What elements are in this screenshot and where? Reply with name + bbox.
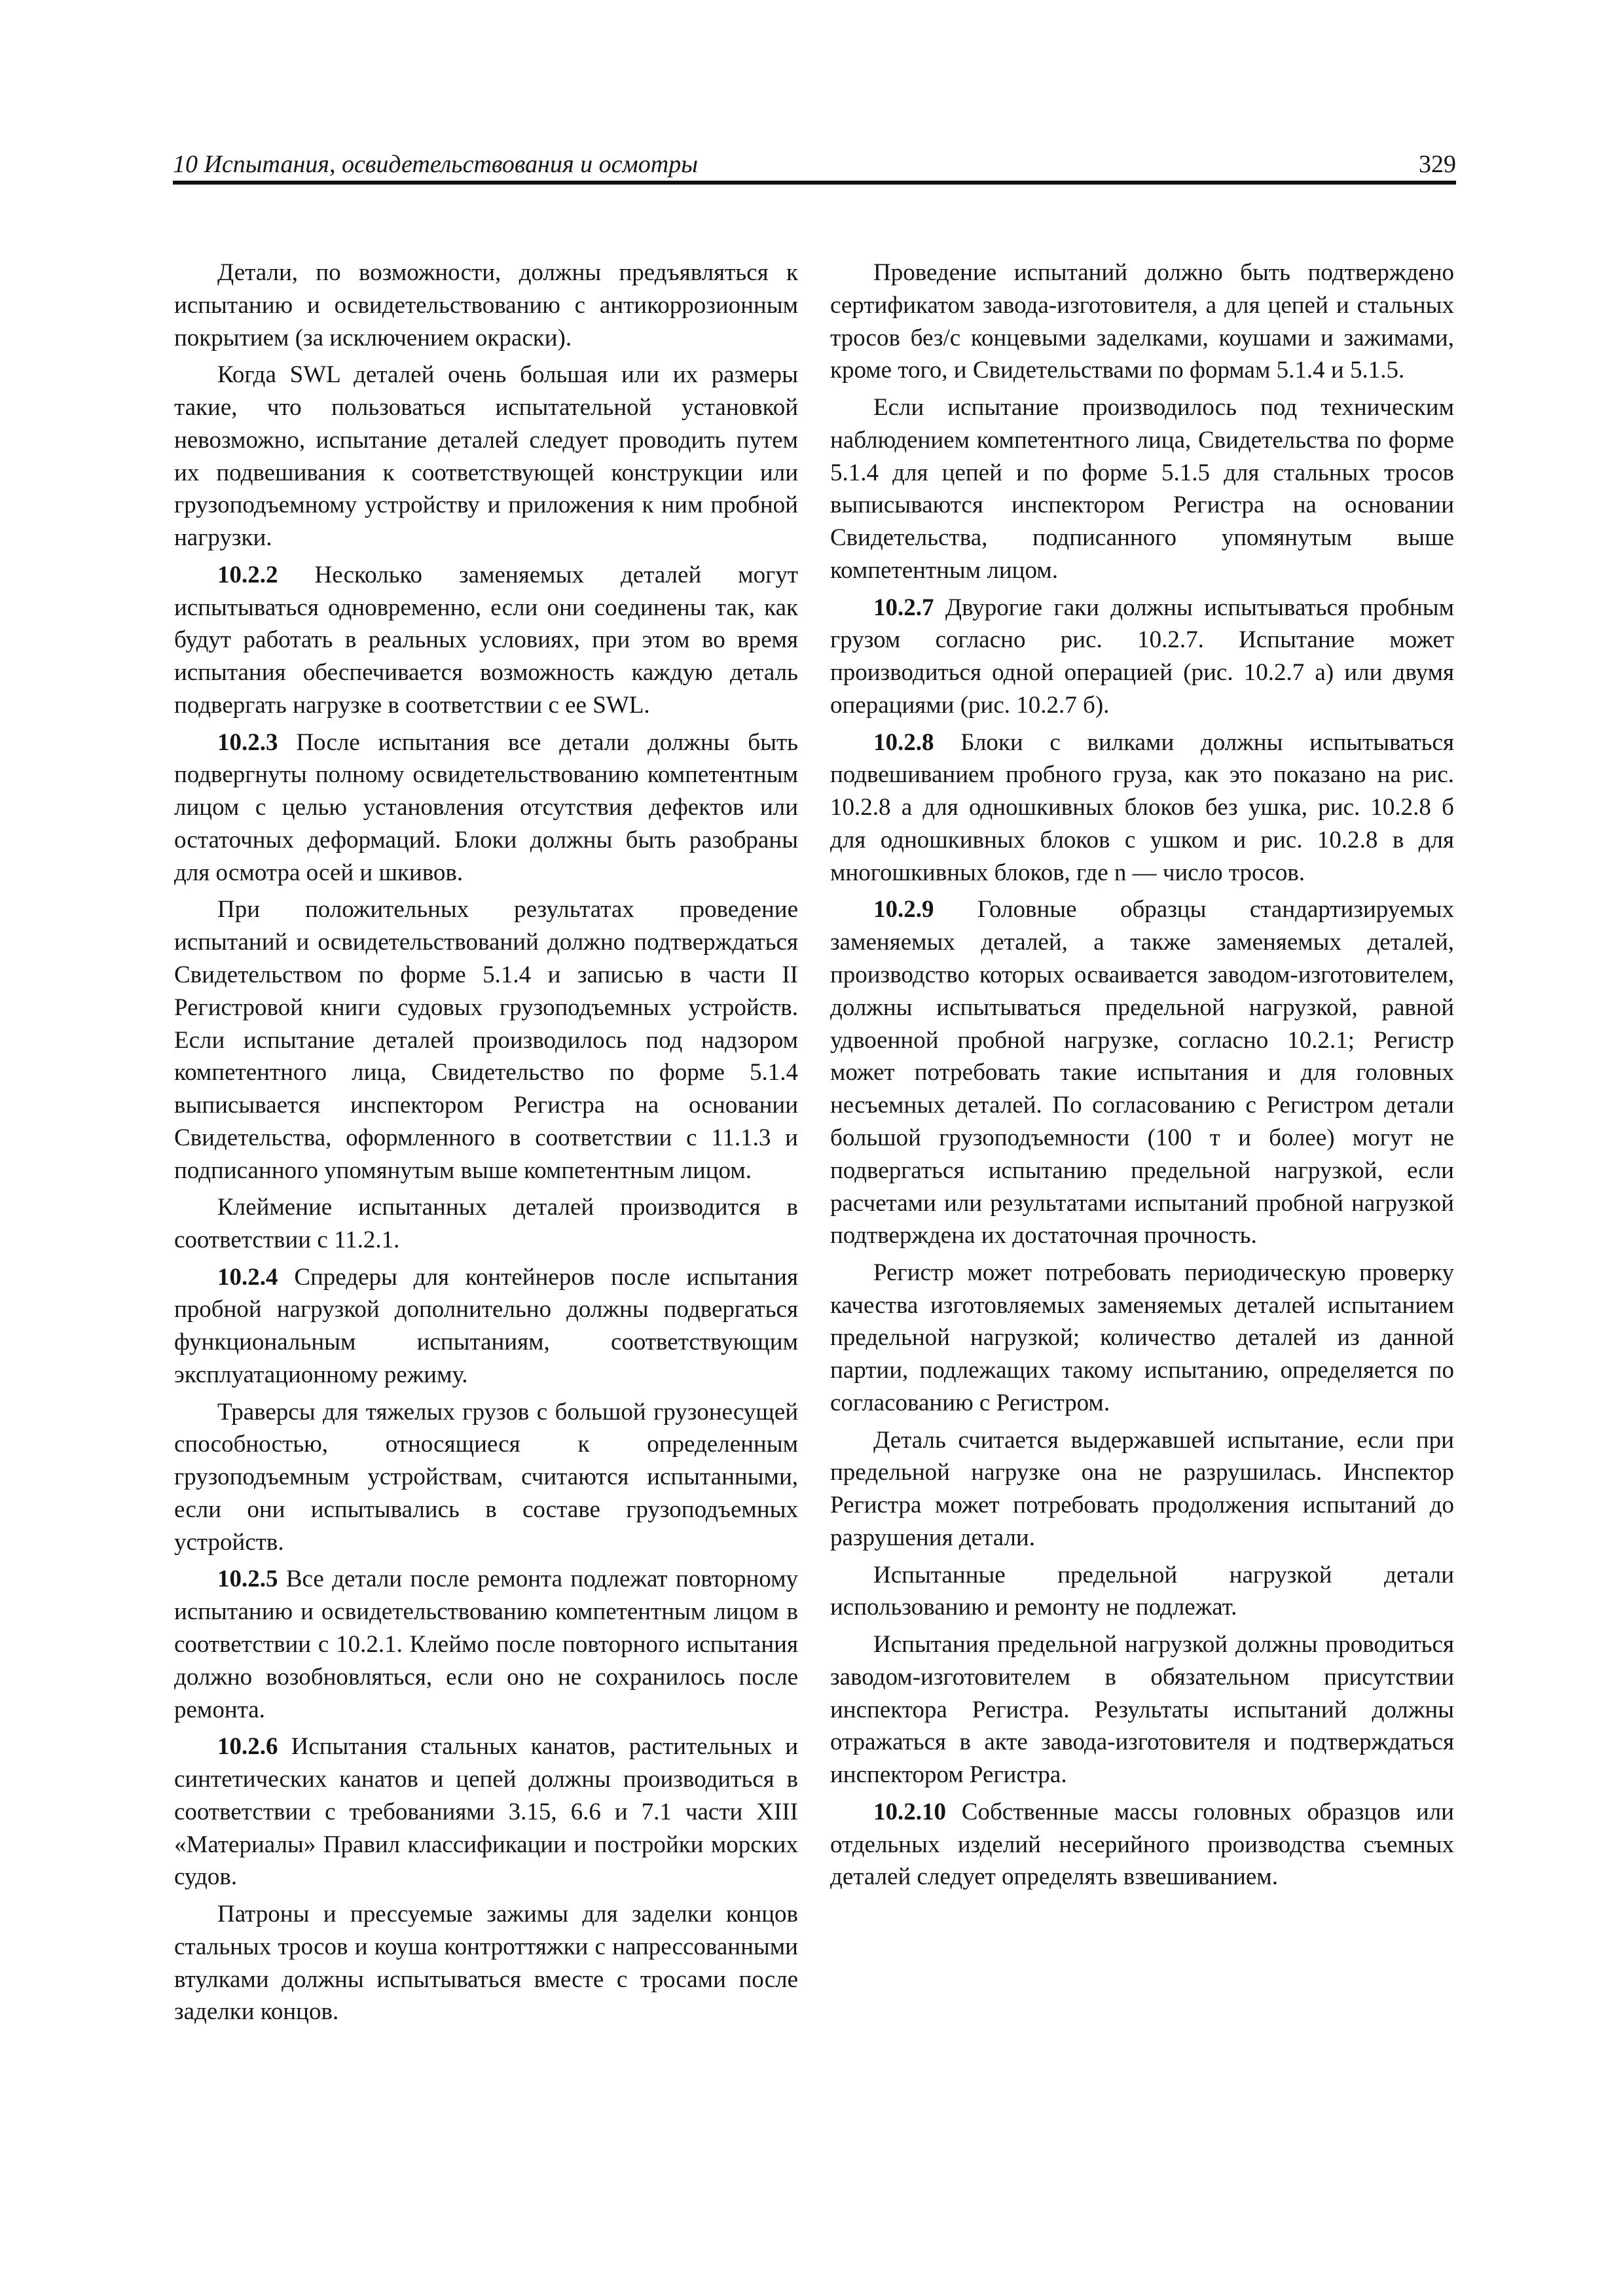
paragraph [830,1628,1454,1791]
paragraph-text: Траверсы для тяжелых грузов с большой грузонесущей способностью, относящиеся к определенным грузоподъемным устройствам, считаются испытанными, если они испытывались в составе грузоподъемных устройств. [174,1398,798,1556]
paragraph [830,1257,1454,1420]
paragraph-text: После испытания все детали должны быть подвергнуты полному освидетельствованию компетентным лицом с целью установления отсутствия дефектов или остаточных деформаций. Блоки должны быть разобраны для осмотра осей и шкивов. [174,728,799,886]
paragraph-text: Испытания стальных канатов, растительных и синтетических канатов и цепей должны производиться в соответствии с требованиями 3.15, 6.6 и 7.1 части XIII «Материалы» Правил классификации и постройки морских судов. [174,1733,799,1891]
paragraph-text: Головные образцы стандартизируемых заменяемых деталей, а также заменяемых деталей, производство которых осваивается заводом-изготовителем, должны испытываться предельной нагрузкой, равной удвоенной пробной нагрузке, согласно 10.2.1; Регистр может потребовать такие испытания и для головных несъемных деталей. По согласованию с Регистром детали большой грузоподъемности (100 т и более) могут не подвергаться испытанию предельной нагрузкой, если расчетами или результатами испытаний пробной нагрузкой подтверждена их достаточная прочность. [830,896,1454,1249]
clause-number: 10.2.9 [873,896,934,924]
clause-number: 10.2.5 [217,1566,278,1593]
paragraph-text: Если испытание производилось под техническим наблюдением компетентного лица, Свидетельства по форме 5.1.4 для цепей и по форме 5.1.5 для стальных тросов выписываются инспектором Регистра на основании Свидетельства, подписанного упомянутым выше компетентным лицом. [830,393,1454,584]
paragraph-text: Проведение испытаний должно быть подтверждено сертификатом завода-изготовителя, а для цепей и стальных тросов без/с концевыми заделками, коушами и зажимами, кроме того, и Свидетельствами по формам 5.1.4 и 5.1.5. [830,259,1454,384]
paragraph-text: Двурогие гаки должны испытываться пробным грузом согласно рис. 10.2.7. Испытание может производиться одной операцией (рис. 10.2.7 а) или двумя операциями (рис. 10.2.7 б). [830,594,1454,719]
paragraph-text: При положительных результатах проведение испытаний и освидетельствований должно подтверждаться Свидетельством по форме 5.1.4 и записью в части II Регистровой книги судовых грузоподъемных устройств. Если испытание деталей производилось под надзором компетентного лица, Свидетельство по форме 5.1.4 выписывается инспектором Регистра на основании Свидетельства, оформленного в соответствии с 11.1.3 и подписанного упомянутым выше компетентным лицом. [174,896,798,1184]
paragraph [830,1424,1454,1554]
clause-number: 10.2.7 [873,594,934,621]
paragraph [174,1261,798,1391]
paragraph [830,592,1454,722]
paragraph [174,1396,798,1559]
paragraph-text: Несколько заменяемых деталей могут испытываться одновременно, если они соединены так, как будут работать в реальных условиях, при этом во время испытания обеспечивается возможность каждую деталь подвергать нагрузке в соответствии с ее SWL. [174,561,799,719]
paragraph-text: Спредеры для контейнеров после испытания пробной нагрузкой дополнительно должны подвергаться функциональным испытаниям, соответствующим эксплуатационному режиму. [174,1263,799,1389]
paragraph-text: Детали, по возможности, должны предъявляться к испытанию и освидетельствованию с антикоррозионным покрытием (за исключением окраски). [174,259,798,351]
clause-number: 10.2.8 [873,728,934,756]
paragraph [830,1559,1454,1624]
paragraph [830,726,1454,889]
section-title: 10 Испытания, освидетельствования и осмотры [173,151,698,178]
paragraph [830,1796,1454,1893]
paragraph [830,391,1454,587]
paragraph [174,359,798,554]
paragraph [830,257,1454,387]
paragraph [174,1898,798,2028]
clause-number: 10.2.2 [217,561,278,588]
paragraph [174,559,798,722]
paragraph [174,893,798,1187]
paragraph-text: Собственные массы головных образцов или отдельных изделий несерийного производства съемных деталей следует определять взвешиванием. [830,1798,1454,1891]
paragraph [174,1191,798,1257]
running-header [173,149,1456,185]
paragraph-text: Испытанные предельной нагрузкой детали использованию и ремонту не подлежат. [830,1561,1454,1621]
paragraph-text: Патроны и прессуемые зажимы для заделки концов стальных тросов и коуша контроттяжки с напрессованными втулками должны испытываться вместе с тросами после заделки концов. [174,1901,798,2026]
page-number: 329 [1419,151,1456,178]
paragraph [174,1731,798,1893]
paragraph [830,893,1454,1252]
paragraph-text: Регистр может потребовать периодическую проверку качества изготовляемых заменяемых деталей испытанием предельной нагрузкой; количество деталей из данной партии, подлежащих такому испытанию, определяется по согласованию с Регистром. [830,1259,1454,1417]
right-column [830,257,1454,1898]
paragraph [174,257,798,354]
paragraph-text: Клеймение испытанных деталей производится в соответствии с 11.2.1. [174,1194,798,1254]
paragraph [174,726,798,889]
paragraph-text: Все детали после ремонта подлежат повторному испытанию и освидетельствованию компетентным лицом в соответствии с 10.2.1. Клеймо после повторного испытания должно возобновляться, если оно не сохранилось после ремонта. [174,1566,798,1723]
paragraph-text: Когда SWL деталей очень большая или их размеры такие, что пользоваться испытательной установкой невозможно, испытание деталей следует проводить путем их подвешивания к соответствующей конструкции или грузоподъемному устройству и приложения к ним пробной нагрузки. [174,361,798,552]
clause-number: 10.2.10 [873,1798,946,1825]
paragraph-text: Испытания предельной нагрузкой должны проводиться заводом-изготовителем в обязательном присутствии инспектора Регистра. Результаты испытаний должны отражаться в акте завода-изготовителя и подтверждаться инспектором Регистра. [830,1631,1454,1789]
paragraph-text: Деталь считается выдержавшей испытание, если при предельной нагрузке она не разрушилась. Инспектор Регистра может потребовать продолжения испытаний до разрушения детали. [830,1426,1454,1552]
clause-number: 10.2.3 [217,728,278,756]
clause-number: 10.2.4 [217,1263,278,1291]
left-column [174,257,798,2033]
clause-number: 10.2.6 [217,1733,278,1761]
paragraph-text: Блоки с вилками должны испытываться подвешиванием пробного груза, как это показано на рис. 10.2.8 а для одношкивных блоков без ушка, рис. 10.2.8 б для одношкивных блоков с ушком и рис. 10.2.8 в для многошкивных блоков, где n — число тросов. [830,728,1454,886]
paragraph [174,1563,798,1726]
